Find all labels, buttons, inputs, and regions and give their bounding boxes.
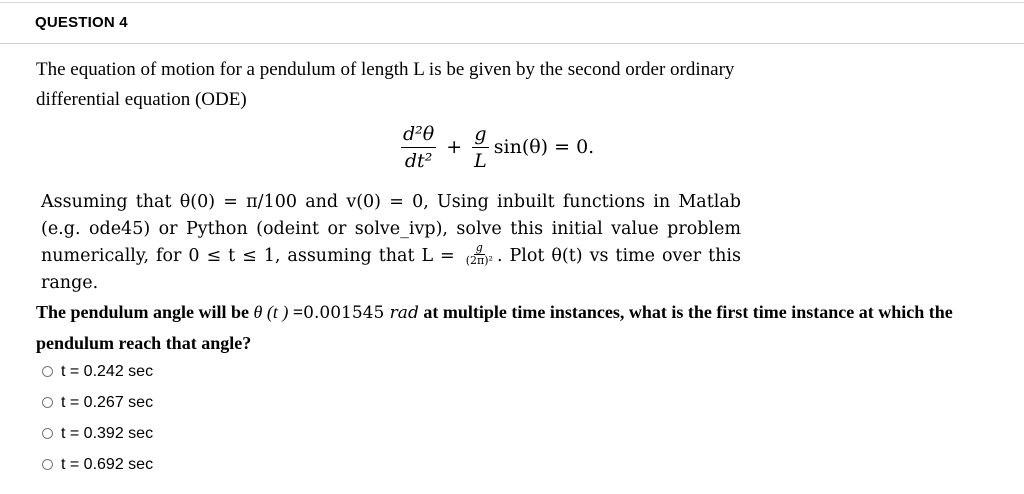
plus-sign: + [446, 136, 463, 158]
radio-button[interactable] [42, 459, 53, 470]
option-label[interactable]: t = 0.692 sec [61, 455, 154, 473]
answer-option[interactable] [42, 418, 153, 449]
denominator-dt2: dt² [404, 149, 433, 172]
answer-option[interactable] [42, 356, 153, 387]
intro-line-1: The equation of motion for a pendulum of length L is be given by the second order ordinary [36, 59, 735, 80]
length-frac-numerator: g [475, 241, 483, 254]
answer-option[interactable] [42, 449, 153, 480]
answer-option[interactable] [42, 387, 153, 418]
option-label[interactable]: t = 0.242 sec [61, 362, 154, 380]
sin-theta-term: sin(θ) = 0. [493, 136, 595, 158]
assumption-text: Assuming that θ(0) = π/100 and v(0) = 0, Using inbuilt functions in Matlab (e.g. ode45) or Python (odeint or solve_ivp), solve this initial value problem numerically, for 0 ≤ t ≤ 1, assuming that L = [41, 192, 741, 266]
denominator-l: L [474, 149, 487, 172]
prompt-pre: The pendulum angle will be [36, 302, 254, 322]
second-derivative-fraction [401, 123, 436, 172]
ode-equation [398, 117, 594, 177]
radio-button[interactable] [42, 428, 53, 439]
top-rule [0, 2, 1024, 3]
option-label[interactable]: t = 0.392 sec [61, 424, 154, 442]
numerator-d2theta: d²θ [401, 123, 436, 148]
prompt-eq: = [288, 302, 304, 322]
length-frac-denominator: (2π)² [465, 254, 493, 267]
assumption-text-end: . Plot θ(t) vs time over this range. [41, 246, 741, 293]
question-title: QUESTION 4 [35, 14, 128, 31]
g-over-l-fraction [472, 123, 489, 172]
radio-button[interactable] [42, 397, 53, 408]
intro-line-2: differential equation (ODE) [36, 89, 247, 110]
length-fraction [464, 242, 495, 267]
question-header [0, 5, 1024, 44]
prompt-unit: rad [384, 303, 419, 323]
numerator-g: g [472, 123, 488, 148]
prompt-theta: θ (t ) [253, 302, 289, 322]
option-label[interactable]: t = 0.267 sec [61, 393, 154, 411]
prompt-post: at multiple time instances, what is the first time instance at which the pendulum reach that angle? [36, 302, 953, 353]
answer-options [42, 356, 153, 480]
prompt-value: 0.001545 [303, 303, 385, 323]
question-prompt [36, 297, 996, 358]
radio-button[interactable] [42, 366, 53, 377]
question-intro [36, 55, 996, 115]
assumption-paragraph [41, 189, 741, 297]
